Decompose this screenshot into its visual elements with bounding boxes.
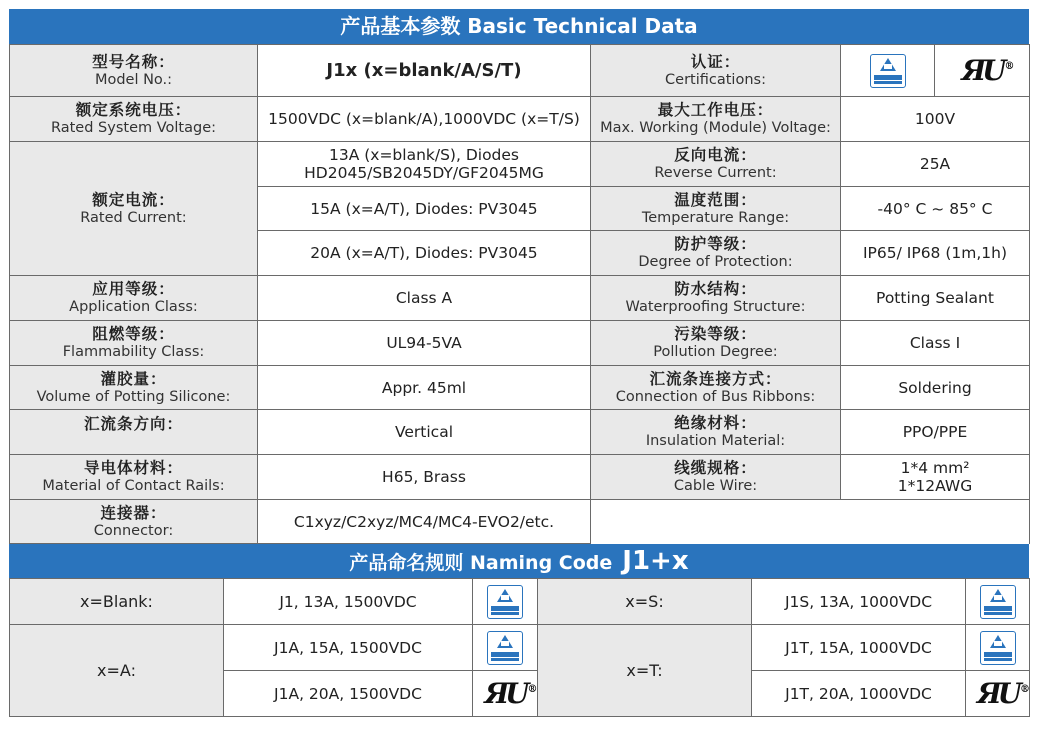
label-certifications: 认证： Certifications: [591, 45, 841, 97]
ul-recognized-icon: ЯU ® [976, 676, 1031, 710]
label-reverse-current: 反向电流： Reverse Current: [591, 142, 841, 187]
value-application-class: Class A [258, 276, 591, 321]
table-row [10, 276, 1030, 321]
label-contact-rails: 导电体材料： Material of Contact Rails: [10, 455, 258, 500]
label-waterproofing-structure: 防水结构： Waterproofing Structure: [591, 276, 841, 321]
table-row [10, 366, 1030, 410]
technical-data-table [9, 44, 1030, 544]
table-row [10, 410, 1030, 455]
section-title-naming-code: 产品命名规则 Naming Code J1+x [9, 544, 1029, 578]
naming-value-blank: J1, 13A, 1500VDC [224, 579, 473, 625]
value-potting-volume: Appr. 45ml [258, 366, 591, 410]
value-model: J1x (x=blank/A/S/T) [258, 45, 591, 97]
table-row [10, 455, 1030, 500]
naming-value-a-15a: J1A, 15A, 1500VDC [224, 625, 473, 671]
label-rated-system-voltage: 额定系统电压： Rated System Voltage: [10, 97, 258, 142]
label-flammability-class: 阻燃等级： Flammability Class: [10, 321, 258, 366]
naming-label-blank: x=Blank: [10, 579, 224, 625]
naming-icon-cell [473, 579, 538, 625]
label-rated-current: 额定电流： Rated Current: [10, 142, 258, 276]
naming-label-a: x=A: [10, 625, 224, 717]
value-bus-ribbon-connection: Soldering [841, 366, 1030, 410]
value-degree-of-protection: IP65/ IP68 (1m,1h) [841, 231, 1030, 276]
label-pollution-degree: 污染等级： Pollution Degree: [591, 321, 841, 366]
label-bus-direction: 汇流条方向： [10, 410, 258, 455]
label-insulation-material: 绝缘材料： Insulation Material: [591, 410, 841, 455]
tuv-rheinland-certified-icon [487, 631, 523, 665]
table-row [10, 97, 1030, 142]
tuv-rheinland-certified-icon [870, 54, 906, 88]
value-max-working-voltage: 100V [841, 97, 1030, 142]
value-temperature-range: -40° C ~ 85° C [841, 187, 1030, 231]
table-row [10, 321, 1030, 366]
section-title-basic-technical-data: 产品基本参数 Basic Technical Data [9, 9, 1029, 44]
table-row [10, 625, 1030, 671]
naming-icon-cell [966, 625, 1030, 671]
table-row [10, 500, 1030, 544]
value-rated-current-13a: 13A (x=blank/S), Diodes HD2045/SB2045DY/GF2045MG [258, 142, 591, 187]
ul-recognized-icon: ЯU ® [484, 676, 538, 710]
tuv-rheinland-certified-icon [980, 631, 1016, 665]
naming-icon-cell [966, 579, 1030, 625]
value-bus-direction: Vertical [258, 410, 591, 455]
table-row [10, 142, 1030, 187]
naming-icon-cell [473, 671, 538, 717]
label-bus-ribbon-connection: 汇流条连接方式： Connection of Bus Ribbons: [591, 366, 841, 410]
value-rated-current-15a: 15A (x=A/T), Diodes: PV3045 [258, 187, 591, 231]
cert-tuv-cell [841, 45, 935, 97]
label-application-class: 应用等级： Application Class: [10, 276, 258, 321]
label-temperature-range: 温度范围： Temperature Range: [591, 187, 841, 231]
value-connector: C1xyz/C2xyz/MC4/MC4-EVO2/etc. [258, 500, 591, 544]
value-insulation-material: PPO/PPE [841, 410, 1030, 455]
value-pollution-degree: Class I [841, 321, 1030, 366]
value-rated-current-20a: 20A (x=A/T), Diodes: PV3045 [258, 231, 591, 276]
naming-code-table [9, 578, 1030, 717]
naming-value-t-15a: J1T, 15A, 1000VDC [752, 625, 966, 671]
naming-label-s: x=S: [538, 579, 752, 625]
label-max-working-voltage: 最大工作电压： Max. Working (Module) Voltage: [591, 97, 841, 142]
tuv-rheinland-certified-icon [980, 585, 1016, 619]
cert-ul-cell [935, 45, 1030, 97]
value-cable-wire: 1*4 mm² 1*12AWG [841, 455, 1030, 500]
empty-cell [591, 500, 1030, 544]
tuv-rheinland-certified-icon [487, 585, 523, 619]
value-reverse-current: 25A [841, 142, 1030, 187]
label-cable-wire: 线缆规格： Cable Wire: [591, 455, 841, 500]
label-model: 型号名称： Model No.: [10, 45, 258, 97]
naming-value-t-20a: J1T, 20A, 1000VDC [752, 671, 966, 717]
naming-value-a-20a: J1A, 20A, 1500VDC [224, 671, 473, 717]
label-potting-volume: 灌胶量： Volume of Potting Silicone: [10, 366, 258, 410]
datasheet [9, 9, 1029, 717]
value-flammability-class: UL94-5VA [258, 321, 591, 366]
table-row [10, 579, 1030, 625]
value-contact-rails: H65, Brass [258, 455, 591, 500]
naming-icon-cell [966, 671, 1030, 717]
label-connector: 连接器： Connector: [10, 500, 258, 544]
ul-recognized-icon: ЯU ® [961, 53, 1015, 87]
naming-icon-cell [473, 625, 538, 671]
table-row [10, 45, 1030, 97]
naming-label-t: x=T: [538, 625, 752, 717]
label-degree-of-protection: 防护等级： Degree of Protection: [591, 231, 841, 276]
value-waterproofing-structure: Potting Sealant [841, 276, 1030, 321]
naming-value-s: J1S, 13A, 1000VDC [752, 579, 966, 625]
value-rated-system-voltage: 1500VDC (x=blank/A),1000VDC (x=T/S) [258, 97, 591, 142]
